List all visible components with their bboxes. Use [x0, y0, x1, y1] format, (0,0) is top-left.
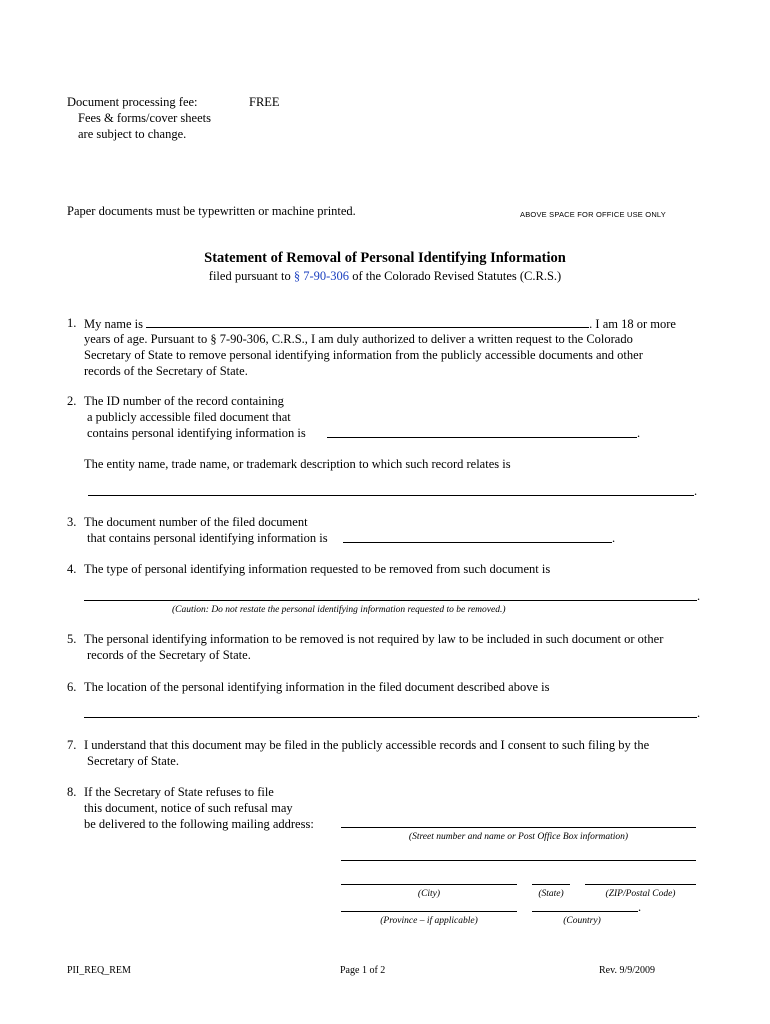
item-5-text: The personal identifying information to be removed is not required by law to be included in such document or other	[84, 632, 664, 646]
item-5-text: records of the Secretary of State.	[87, 648, 251, 662]
province-caption: (Province – if applicable)	[380, 916, 478, 926]
street-caption: (Street number and name or Post Office Box information)	[408, 832, 629, 842]
pii-location-field[interactable]	[84, 717, 697, 718]
item-2-text: contains personal identifying information is	[87, 426, 306, 440]
item-6-text: The location of the personal identifying information in the filed document described above is	[84, 680, 550, 694]
item-8-text: this document, notice of such refusal may	[84, 801, 293, 815]
city-caption: (City)	[417, 889, 441, 899]
street-field-2[interactable]	[341, 860, 696, 861]
item-number: 5.	[67, 632, 77, 646]
item-8-text: be delivered to the following mailing address:	[84, 817, 314, 831]
street-field[interactable]	[341, 827, 696, 828]
page-subtitle: filed pursuant to § 7-90-306 of the Colorado Revised Statutes (C.R.S.)	[208, 269, 562, 283]
city-field[interactable]	[341, 884, 517, 885]
item-7-text: Secretary of State.	[87, 754, 179, 768]
record-id-field[interactable]	[327, 437, 637, 438]
item-number: 8.	[67, 785, 77, 799]
item-3-text: The document number of the filed document	[84, 515, 308, 529]
item-2-text: The ID number of the record containing	[84, 394, 284, 408]
item-8-text: If the Secretary of State refuses to file	[84, 785, 274, 799]
zip-field[interactable]	[585, 884, 696, 885]
office-use-label: ABOVE SPACE FOR OFFICE USE ONLY	[520, 210, 666, 219]
province-field[interactable]	[341, 911, 517, 912]
caution-note: (Caution: Do not restate the personal identifying information requested to be removed.)	[172, 605, 506, 615]
item-3-text: that contains personal identifying information is	[87, 531, 328, 545]
item-7-text: I understand that this document may be filed in the publicly accessible records and I consent to such filing by the	[84, 738, 650, 752]
item-2-text: a publicly accessible filed document that	[87, 410, 291, 424]
pii-type-field[interactable]	[84, 600, 697, 601]
document-number-field[interactable]	[343, 542, 612, 543]
name-field[interactable]	[146, 315, 589, 328]
item-number: 2.	[67, 394, 77, 408]
entity-prompt: The entity name, trade name, or trademark description to which such record relates is	[84, 457, 511, 471]
fee-note: Fees & forms/cover sheets	[78, 111, 211, 125]
item-number: 1.	[67, 316, 77, 330]
fee-value: FREE	[249, 95, 280, 109]
item-4-text: The type of personal identifying information requested to be removed from such document is	[84, 562, 551, 576]
state-caption: (State)	[538, 889, 564, 899]
item-1-text: records of the Secretary of State.	[84, 364, 248, 378]
item-1-text: years of age. Pursuant to § 7-90-306, C.R.S., I am duly authorized to deliver a written request to the Colorado	[84, 332, 633, 346]
country-field[interactable]	[532, 911, 638, 912]
entity-name-field[interactable]	[88, 495, 694, 496]
fee-label: Document processing fee:	[67, 95, 198, 109]
page-title: Statement of Removal of Personal Identifying Information	[204, 250, 566, 266]
statute-link[interactable]: § 7-90-306	[293, 269, 350, 283]
item-number: 7.	[67, 738, 77, 752]
country-caption: (Country)	[563, 916, 601, 926]
item-1-text: My name is . I am 18 or more	[84, 317, 676, 331]
revision-date: Rev. 9/9/2009	[599, 965, 656, 976]
item-number: 3.	[67, 515, 77, 529]
typewritten-notice: Paper documents must be typewritten or machine printed.	[67, 204, 356, 218]
state-field[interactable]	[532, 884, 570, 885]
form-id: PII_REQ_REM	[67, 965, 131, 976]
fee-note: are subject to change.	[78, 127, 187, 141]
item-1-text: Secretary of State to remove personal identifying information from the publicly accessible documents and other	[84, 348, 643, 362]
item-number: 4.	[67, 562, 77, 576]
item-number: 6.	[67, 680, 77, 694]
page-number: Page 1 of 2	[340, 965, 386, 976]
zip-caption: (ZIP/Postal Code)	[605, 889, 676, 899]
